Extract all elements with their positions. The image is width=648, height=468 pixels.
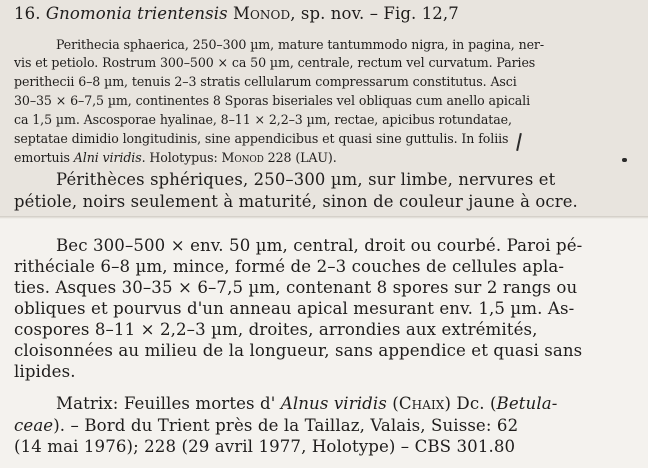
ink-dot xyxy=(622,158,627,162)
latin-line: vis et petiolo. Rostrum 300–500 × ca 50 µm, centrale, rectum vel curvatum. Paries xyxy=(14,55,536,70)
species-name: Gnomonia trientensis xyxy=(45,4,228,23)
french-line: Périthèces sphériques, 250–300 µm, sur limbe, nervures et xyxy=(56,170,556,189)
french-line: pétiole, noirs seulement à maturité, sinon de couleur jaune à ocre. xyxy=(14,192,578,211)
matrix-line: ceae). – Bord du Trient près de la Taillaz, Valais, Suisse: 62 xyxy=(14,416,519,435)
latin-line: ca 1,5 µm. Ascosporae hyalinae, 8–11 × 2,2–3 µm, rectae, apicibus rotundatae, xyxy=(14,112,512,127)
species-heading xyxy=(14,4,459,23)
latin-line: 30–35 × 6–7,5 µm, continentes 8 Sporas biseriales vel obliquas cum anello apicali xyxy=(14,93,531,108)
french-line: cloisonnées au milieu de la longueur, sans appendice et quasi sans xyxy=(14,341,583,360)
scan-seam xyxy=(0,216,648,219)
french-line: cospores 8–11 × 2,2–3 µm, droites, arrondies aux extrémités, xyxy=(14,320,538,339)
species-heading-rest: , sp. nov. – Fig. 12,7 xyxy=(290,4,459,23)
latin-line-holotype: emortuis Alni viridis. Holotypus: Monod 228 (LAU). xyxy=(14,150,337,165)
latin-line: perithecii 6–8 µm, tenuis 2–3 stratis cellularum compressarum constitutus. Asci xyxy=(14,74,517,89)
species-number: 16. xyxy=(14,4,41,23)
french-line: obliques et pourvus d'un anneau apical mesurant env. 1,5 µm. As- xyxy=(14,299,575,318)
species-author: Monod xyxy=(233,4,291,23)
latin-line: Perithecia sphaerica, 250–300 µm, mature tantummodo nigra, in pagina, ner- xyxy=(56,37,545,52)
latin-line: septatae dimidio longitudinis, sine appendicibus et quasi sine guttulis. In foliis xyxy=(14,131,509,146)
french-line: ties. Asques 30–35 × 6–7,5 µm, contenant 8 spores sur 2 rangs ou xyxy=(14,278,578,297)
french-line: Bec 300–500 × env. 50 µm, central, droit ou courbé. Paroi pé- xyxy=(56,236,583,255)
matrix-label: Matrix xyxy=(56,394,113,413)
matrix-line: Matrix: Feuilles mortes d' Alnus viridis (Chaix) Dc. (Betula- xyxy=(56,394,558,413)
matrix-line: (14 mai 1976); 228 (29 avril 1977, Holotype) – CBS 301.80 xyxy=(14,437,516,456)
french-line: rithéciale 6–8 µm, mince, formé de 2–3 couches de cellules apla- xyxy=(14,257,565,276)
french-line: lipides. xyxy=(14,362,76,381)
